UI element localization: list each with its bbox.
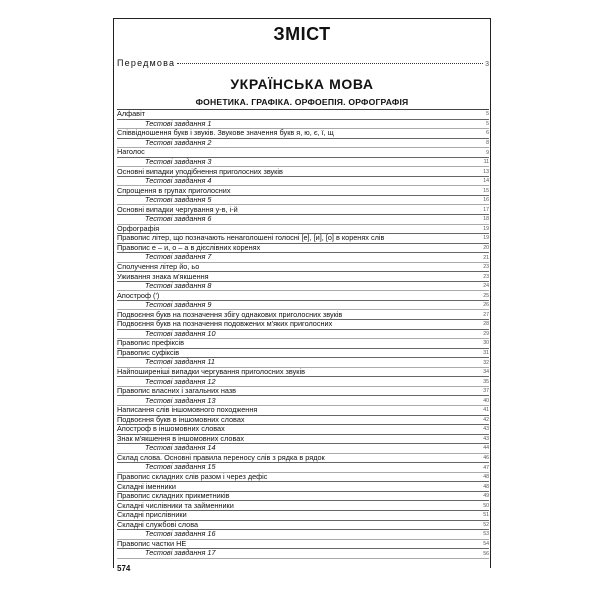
toc-entry-title: Складні іменники [117,481,176,491]
toc-entry-title: Спрощення в групах приголосних [117,185,231,195]
toc-entry-page: 49 [483,493,489,500]
toc-entry-title: Написання слів іншомовного походження [117,405,258,415]
toc-entry-title: Правопис суфіксів [117,347,180,357]
toc-entry-page: 5 [486,120,489,127]
toc-entry-title: Апостроф в іншомовних словах [117,424,225,434]
toc-entry-page: 44 [483,445,489,452]
toc-entry-page: 34 [483,369,489,376]
toc-entry-title: Правопис частки НЕ [117,538,187,548]
toc-entry-page: 35 [483,378,489,385]
toc-entry-title: Тестові завдання 1 [145,118,212,128]
subsection-heading: ФОНЕТИКА. ГРАФІКА. ОРФОЕПІЯ. ОРФОГРАФІЯ [195,97,409,107]
toc-entry-page: 23 [483,264,489,271]
toc-entry-page: 9 [486,149,489,156]
toc-entry-title: Правопис літер, що позначають ненаголошені голосні [е], [и], [о] в коренях слів [117,233,385,243]
toc-entry-title: Найпоширеніші випадки чергування приголосних звуків [117,367,305,377]
toc-entry-title: Тестові завдання 2 [145,137,212,147]
toc-entry[interactable] [117,387,489,397]
toc-list [117,110,489,559]
toc-entry-page: 30 [483,340,489,347]
toc-entry-page: 54 [483,540,489,547]
toc-entry-title: Правопис е – и, о – а в дієслівних коренях [117,242,261,252]
toc-entry-page: 8 [486,139,489,146]
toc-entry-title: Подвоєння букв на позначення збігу однакових приголосних звуків [117,309,343,319]
toc-entry-title: Уживання знака м'якшення [117,271,209,281]
right-rule [490,46,491,568]
toc-entry-page: 16 [483,197,489,204]
toc-entry-page: 41 [483,407,489,414]
toc-entry-title: Правопис складних слів разом і через дефіс [117,472,268,482]
toc-entry-title: Правопис складних прикметників [117,491,230,501]
toc-entry-page: 48 [483,483,489,490]
toc-entry-page: 32 [483,359,489,366]
toc-entry-title: Тестові завдання 11 [145,357,215,367]
toc-entry-page: 14 [483,178,489,185]
toc-entry-page: 25 [483,292,489,299]
toc-test-entry[interactable] [117,282,489,292]
toc-entry-page: 43 [483,435,489,442]
toc-entry-page: 6 [486,130,489,137]
toc-entry-page: 50 [483,502,489,509]
toc-entry-title: Тестові завдання 9 [145,300,212,310]
preface-entry[interactable] [117,58,489,68]
toc-entry-title: Тестові завдання 7 [145,252,212,262]
toc-entry-title: Тестові завдання 12 [145,376,216,386]
toc-entry-page: 43 [483,426,489,433]
toc-entry-page: 19 [483,225,489,232]
toc-entry-page: 19 [483,235,489,242]
toc-test-entry[interactable] [117,158,489,168]
toc-entry-title: Співвідношення букв і звуків. Звукове значення букв я, ю, є, ї, щ [117,128,334,138]
toc-entry-title: Орфографія [117,223,160,233]
section-heading: УКРАЇНСЬКА МОВА [230,76,374,92]
page-title: ЗМІСТ [273,24,331,44]
page-number: 574 [117,564,131,573]
toc-entry-title: Тестові завдання 3 [145,156,212,166]
toc-entry[interactable] [117,492,489,502]
left-rule [113,46,114,568]
toc-entry-page: 17 [483,206,489,213]
toc-entry-title: Сполучення літер йо, ьо [117,262,200,271]
toc-entry-title: Тестові завдання 14 [145,443,216,453]
toc-entry-title: Подвоєння букв на позначення подовжених м'яких приголосних [117,319,333,329]
toc-entry-title: Подвоєння букв в іншомовних словах [117,414,245,424]
toc-entry-title: Тестові завдання 17 [145,548,216,558]
toc-entry-title: Складні числівники та займенники [117,500,234,510]
toc-entry-page: 28 [483,321,489,328]
toc-entry-title: Правопис власних і загальних назв [117,386,237,396]
toc-entry-page: 21 [483,254,489,261]
toc-entry-page: 53 [483,531,489,538]
toc-entry[interactable] [117,368,489,378]
toc-entry-page: 52 [483,521,489,528]
toc-entry-title: Правопис префіксів [117,338,185,348]
preface-label: Передмова [117,58,176,68]
toc-test-entry[interactable] [117,215,489,225]
toc-entry-page: 11 [483,159,489,166]
toc-entry-page: 42 [483,416,489,423]
toc-entry-page: 18 [483,216,489,223]
toc-entry-page: 27 [483,311,489,318]
toc-entry-title: Тестові завдання 16 [145,529,216,539]
toc-entry-title: Знак м'якшення в іншомовних словах [117,433,244,443]
toc-test-entry[interactable] [117,177,489,187]
toc-entry[interactable] [117,473,489,483]
toc-entry-page: 26 [483,302,489,309]
toc-entry-page: 31 [483,350,489,357]
toc-entry-title: Наголос [117,147,145,157]
toc-entry-page: 15 [483,187,489,194]
toc-entry-page: 47 [483,464,489,471]
toc-entry-title: Склад слова. Основні правила переносу слів з рядка в рядок [117,452,325,462]
toc-test-entry[interactable] [117,139,489,149]
toc-entry-page: 48 [483,474,489,481]
toc-entry-page: 13 [483,168,489,175]
toc-entry-title: Тестові завдання 5 [145,195,212,205]
toc-entry-page: 56 [483,550,489,557]
toc-entry-page: 40 [483,397,489,404]
toc-entry-page: 20 [483,245,489,251]
toc-entry-page: 5 [486,111,489,118]
preface-page: 3 [485,61,489,68]
toc-entry-page: 46 [483,455,489,462]
toc-entry-page: 37 [483,388,489,395]
toc-entry[interactable] [117,263,489,273]
toc-entry-title: Основні випадки уподібнення приголосних звуків [117,166,283,176]
toc-entry-title: Тестові завдання 10 [145,328,216,338]
toc-entry-title: Тестові завдання 15 [145,462,216,472]
toc-entry-title: Складні прислівники [117,510,187,520]
toc-entry-title: Тестові завдання 13 [145,395,216,405]
toc-entry-title: Алфавіт [117,109,146,119]
toc-entry-title: Основні випадки чергування у-в, і-й [117,204,238,214]
toc-test-entry[interactable] [117,549,489,559]
toc-entry-title: Складні службові слова [117,519,199,529]
toc-entry-page: 29 [483,330,489,337]
toc-entry-title: Тестові завдання 6 [145,214,212,224]
leader-dots [177,63,483,64]
toc-entry-title: Апостроф (') [117,290,160,300]
toc-entry-page: 51 [483,512,489,519]
toc-entry-title: Тестові завдання 8 [145,281,212,291]
toc-entry-page: 23 [483,273,489,280]
toc-entry-page: 24 [483,283,489,290]
book-page [107,18,497,578]
toc-entry-title: Тестові завдання 4 [145,176,212,186]
